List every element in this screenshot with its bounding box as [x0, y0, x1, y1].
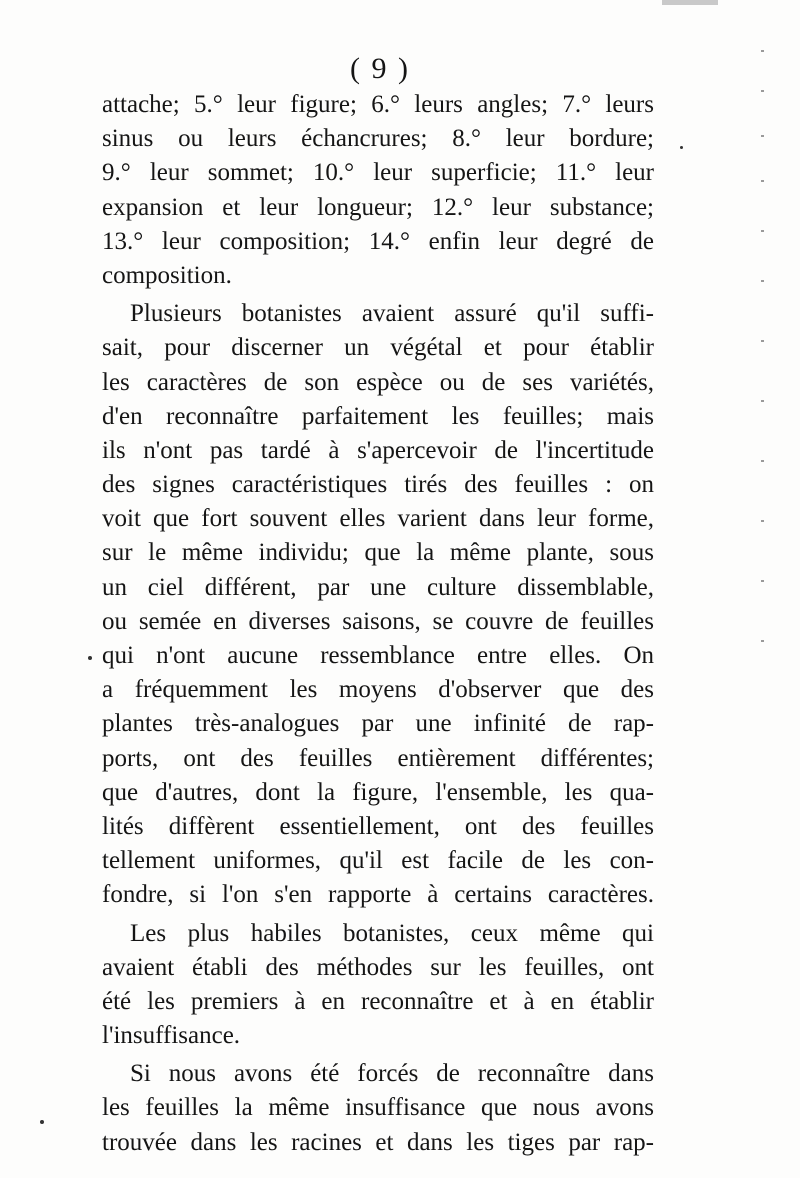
paragraph-3	[102, 917, 654, 1054]
body-text	[102, 88, 654, 1160]
text-line: les caractères de son espèce ou de ses variétés,	[102, 368, 654, 396]
paragraph-2	[102, 297, 654, 912]
speck	[761, 230, 764, 232]
text-line: été les premiers à en reconnaître et à en établir	[102, 987, 654, 1015]
text-line: attache; 5.° leur figure; 6.° leurs angles; 7.° leurs	[102, 91, 654, 118]
speck	[761, 50, 764, 52]
text-line: des signes caractéristiques tirés des feuilles : on	[102, 471, 654, 499]
text-line: Plusieurs botanistes avaient assuré qu'il suffi-	[130, 300, 654, 328]
text-line: ports, ont des feuilles entièrement différentes;	[102, 744, 654, 772]
speck	[761, 580, 764, 582]
text-line: trouvée dans les racines et dans les tiges par rap-	[102, 1128, 654, 1156]
text-line: qui n'ont aucune ressemblance entre elles. On	[102, 642, 654, 669]
scan-edge-mark	[662, 0, 718, 5]
text-line: expansion et leur longueur; 12.° leur substance;	[102, 193, 654, 221]
ink-dot	[40, 1120, 44, 1124]
text-line: les feuilles la même insuffisance que nous avons	[102, 1094, 654, 1122]
text-line: a fréquemment les moyens d'observer que des	[102, 676, 654, 704]
text-line: sait, pour discerner un végétal et pour établir	[102, 334, 654, 362]
text-line: sinus ou leurs échancrures; 8.° leur bordure;	[102, 125, 654, 153]
text-line: voit que fort souvent elles varient dans leur forme,	[102, 505, 654, 533]
text-line: que d'autres, dont la figure, l'ensemble, les qua-	[102, 778, 654, 806]
text-line: 9.° leur sommet; 10.° leur superficie; 11.° leur	[102, 159, 654, 187]
ink-dot	[680, 146, 683, 149]
speck	[761, 460, 764, 462]
text-line: un ciel différent, par une culture dissemblable,	[102, 573, 654, 601]
text-line: ou semée en diverses saisons, se couvre de feuilles	[102, 607, 654, 635]
text-line: ils n'ont pas tardé à s'apercevoir de l'incertitude	[102, 436, 654, 464]
speck	[761, 340, 764, 342]
text-line: avaient établi des méthodes sur les feuilles, ont	[102, 953, 654, 981]
text-line: 13.° leur composition; 14.° enfin leur degré de	[102, 227, 654, 255]
text-line: fondre, si l'on s'en rapporte à certains caractères.	[102, 881, 654, 909]
speck	[761, 520, 764, 522]
text-line: l'insuffisance.	[102, 1022, 241, 1050]
paragraph-1	[102, 88, 654, 293]
page-number: ( 9 )	[350, 52, 410, 85]
text-line: Les plus habiles botanistes, ceux même qui	[130, 919, 654, 947]
speck	[761, 280, 764, 282]
speck	[761, 135, 764, 137]
speck	[761, 90, 764, 92]
text-line: tellement uniformes, qu'il est facile de les con-	[102, 847, 654, 875]
text-line: plantes très-analogues par une infinité de rap-	[102, 710, 654, 738]
paragraph-4	[102, 1057, 654, 1160]
text-line: sur le même individu; que la même plante, sous	[102, 539, 654, 567]
speck	[761, 640, 764, 642]
ink-dot	[88, 656, 92, 660]
text-line: lités diffèrent essentiellement, ont des feuilles	[102, 812, 654, 840]
speck	[761, 180, 764, 182]
margin-specks	[756, 40, 770, 680]
speck	[761, 400, 764, 402]
text-line: Si nous avons été forcés de reconnaître dans	[130, 1060, 654, 1088]
text-line: composition.	[102, 261, 232, 289]
text-line: d'en reconnaître parfaitement les feuilles; mais	[102, 402, 654, 430]
